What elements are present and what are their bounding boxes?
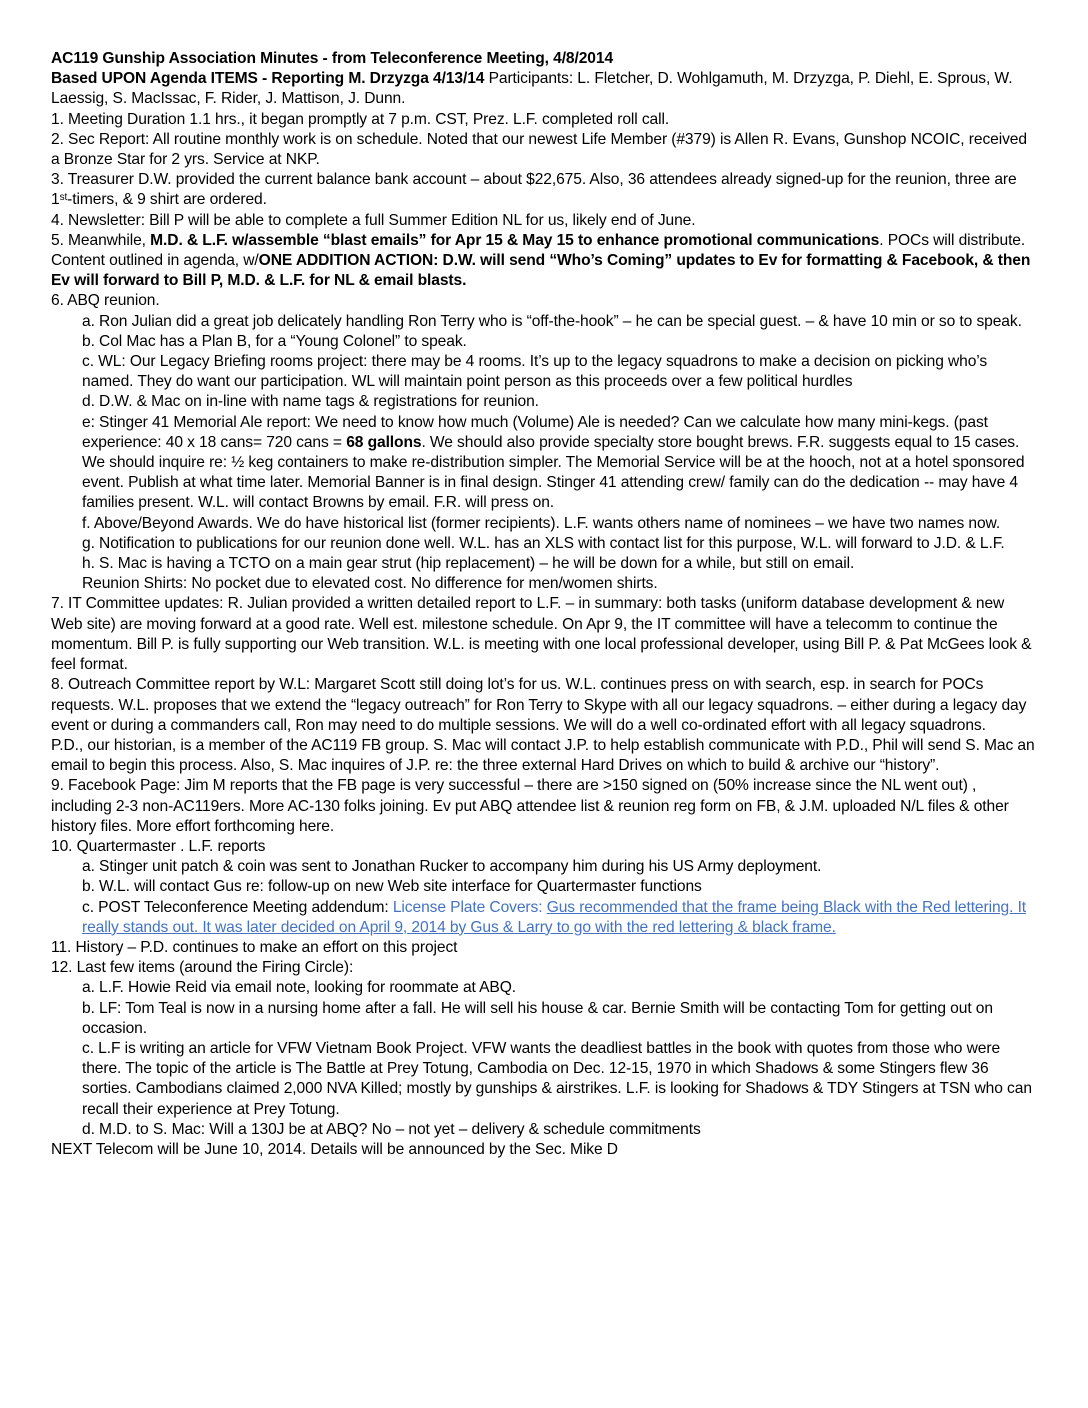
item-1: 1. Meeting Duration 1.1 hrs., it began promptly at 7 p.m. CST, Prez. L.F. completed roll call.: [51, 110, 670, 128]
item-3-text: 3. Treasurer D.W. provided the current balance bank account – about $22,675. Also, 36 attendees already signed-up for the reunion, three are 1: [51, 171, 1017, 209]
item-7: 7. IT Committee updates: R. Julian provided a written detailed report to L.F. – in summary: both tasks (uniform database development & new Web site) are moving forward at a good rate. Well est. milestone schedule. On Apr 9, the IT committee will have a telecomm to continue the momentum. Bill P. is fully supporting our Web transition. W.L. is meeting with one local professional developer, using Bill P. & Pat McGees look & feel format.: [51, 595, 1032, 674]
item-5-lead: 5. Meanwhile,: [51, 231, 151, 249]
ordinal-superscript: st: [59, 192, 68, 204]
reunion-shirts-note: Reunion Shirts: No pocket due to elevated cost. No difference for men/women shirts.: [82, 575, 658, 593]
item-5-mid: . POCs will distribute. Content outlined in agenda, w/: [51, 231, 1026, 270]
item-5: [51, 231, 1037, 292]
item-6b: b. Col Mac has a Plan B, for a “Young Colonel” to speak.: [82, 332, 467, 350]
item-5-addition-action: ONE ADDITION ACTION: D.W. will send “Who’s Coming” updates to Ev for formatting & Facebook, & then Ev will forward to Bill P, M.D. & L.F. for NL & email blasts.: [51, 252, 1031, 290]
item-4: 4. Newsletter: Bill P will be able to complete a full Summer Edition NL for us, likely end of June.: [51, 211, 696, 229]
item-12b: b. LF: Tom Teal is now in a nursing home after a fall. He will sell his house & car. Bernie Smith will be contacting Tom for getting out on occasion.: [82, 999, 993, 1037]
item-8: 8. Outreach Committee report by W.L: Margaret Scott still doing lot’s for us. W.L. continues press on with search, esp. in search for POCs requests. W.L. proposes that we extend the “legacy outreach” for Ron Terry to Skype with all our legacy squadrons. – either during a legacy day event or during a commanders call, Ron may need to do multiple sessions. We will do a well co-ordinated effort with all legacy squadrons.: [51, 676, 1027, 734]
item-9: 9. Facebook Page: Jim M reports that the FB page is very successful – there are >150 signed on (50% increase since the NL went out) , including 2-3 non-AC119ers. More AC-130 folks joining. Ev put ABQ attendee list & reunion reg form on FB, & J.M. uploaded N/L files & other history files. More effort forthcoming here.: [51, 777, 1009, 835]
item-6e: [51, 413, 1037, 514]
document-title: AC119 Gunship Association Minutes - from Teleconference Meeting, 4/8/2014: [51, 50, 614, 67]
item-6g: g. Notification to publications for our reunion done well. W.L. has an XLS with contact list for this purpose, W.L. will forward to J.D. & L.F.: [82, 534, 1005, 552]
item-6f: f. Above/Beyond Awards. We do have historical list (former recipients). L.F. wants others name of nominees – we have two names now.: [82, 514, 1001, 532]
item-12d: d. M.D. to S. Mac: Will a 130J be at ABQ? No – not yet – delivery & schedule commitments: [82, 1120, 701, 1138]
item-10c-lead: c. POST Teleconference Meeting addendum:: [82, 898, 393, 916]
item-12a: a. L.F. Howie Reid via email note, looking for roommate at ABQ.: [82, 979, 516, 997]
item-10b: b. W.L. will contact Gus re: follow-up on new Web site interface for Quartermaster functions: [82, 878, 702, 896]
document-subtitle: [51, 69, 1037, 109]
item-6h: h. S. Mac is having a TCTO on a main gear strut (hip replacement) – he will be down for a while, but still on email.: [82, 555, 855, 573]
reporting-line: Based UPON Agenda ITEMS - Reporting M. Drzyzga 4/13/14: [51, 70, 485, 88]
item-3-text-end: -timers, & 9 shirt are ordered.: [67, 191, 267, 209]
gallons-bold: 68 gallons: [346, 433, 422, 451]
item-6e-text-end: . We should also provide specialty store bought brews. F.R. suggests equal to 15 cases. We should inquire re: ½ keg containers to make re-distribution simpler. The Memorial Service will be at the hooch, not at a hotel sponsored event. Publish at what time later. Memorial Banner is in final design. Stinger 41 attending crew/ family can do the dedication -- may have 4 families present. W.L. will contact Browns by email. F.R. will press on.: [82, 433, 1025, 512]
license-plate-link[interactable]: Gus recommended that the frame being Black with the Red lettering. It really stands out. It was later decided on April 9, 2014 by Gus & Larry to go with the red lettering & black frame.: [82, 898, 1027, 936]
item-3: [51, 170, 1037, 210]
item-6d: d. D.W. & Mac on in-line with name tags & registrations for reunion.: [82, 393, 539, 411]
item-6e-text: e: Stinger 41 Memorial Ale report: We need to know how much (Volume) Ale is needed? Can we calculate how many mini-kegs. (past experience: 40 x 18 cans= 720 cans =: [82, 413, 988, 451]
item-10a: a. Stinger unit patch & coin was sent to Jonathan Rucker to accompany him during his US Army deployment.: [82, 858, 822, 876]
item-11: 11. History – P.D. continues to make an effort on this project: [51, 938, 458, 956]
item-6c: c. WL: Our Legacy Briefing rooms project: there may be 4 rooms. It’s up to the legacy squadrons to make a decision on picking who’s named. They do want our participation. WL will maintain point person as this proceeds over a few political hurdles: [82, 353, 988, 391]
item-12c: c. L.F is writing an article for VFW Vietnam Book Project. VFW wants the deadliest battles in the book with quotes from those who were there. The topic of the article is The Battle at Prey Totung, Cambodia on Dec. 12-15, 1970 in which Shadows & some Stingers flew 36 sorties. Cambodians claimed 2,000 NVA Killed; mostly by gunships & airstrikes. L.F. is looking for Shadows & TDY Stingers at TSN who can recall their experience at Prey Totung.: [82, 1039, 1032, 1118]
license-plate-label: License Plate Covers:: [392, 898, 547, 916]
next-telecom: NEXT Telecom will be June 10, 2014. Details will be announced by the Sec. Mike D: [51, 1140, 618, 1158]
item-8-historian: P.D., our historian, is a member of the AC119 FB group. S. Mac will contact J.P. to help establish communicate with P.D., Phil will send S. Mac an email to begin this process. Also, S. Mac inquires of J.P. re: the three external Hard Drives on which to build & archive our “history”.: [51, 736, 1035, 775]
minutes-document: [51, 49, 1037, 1160]
item-6: 6. ABQ reunion.: [51, 292, 160, 310]
item-10: 10. Quartermaster . L.F. reports: [51, 837, 266, 855]
item-6a: a. Ron Julian did a great job delicately handling Ron Terry who is “off-the-hook” – he can be special guest. – & have 10 min or so to speak.: [82, 312, 1022, 330]
item-10c: [51, 898, 1037, 938]
item-2: 2. Sec Report: All routine monthly work is on schedule. Noted that our newest Life Member (#379) is Allen R. Evans, Gunshop NCOIC, received a Bronze Star for 2 yrs. Service at NKP.: [51, 130, 1027, 169]
item-12: 12. Last few items (around the Firing Circle):: [51, 959, 354, 977]
item-5-bold-action: M.D. & L.F. w/assemble “blast emails” for Apr 15 & May 15 to enhance promotional communications: [150, 231, 880, 249]
participants-list: Participants: L. Fletcher, D. Wohlgamuth, M. Drzyzga, P. Diehl, E. Sprous, W. Laessig, S. MacIssac, F. Rider, J. Mattison, J. Dunn.: [51, 70, 1013, 108]
